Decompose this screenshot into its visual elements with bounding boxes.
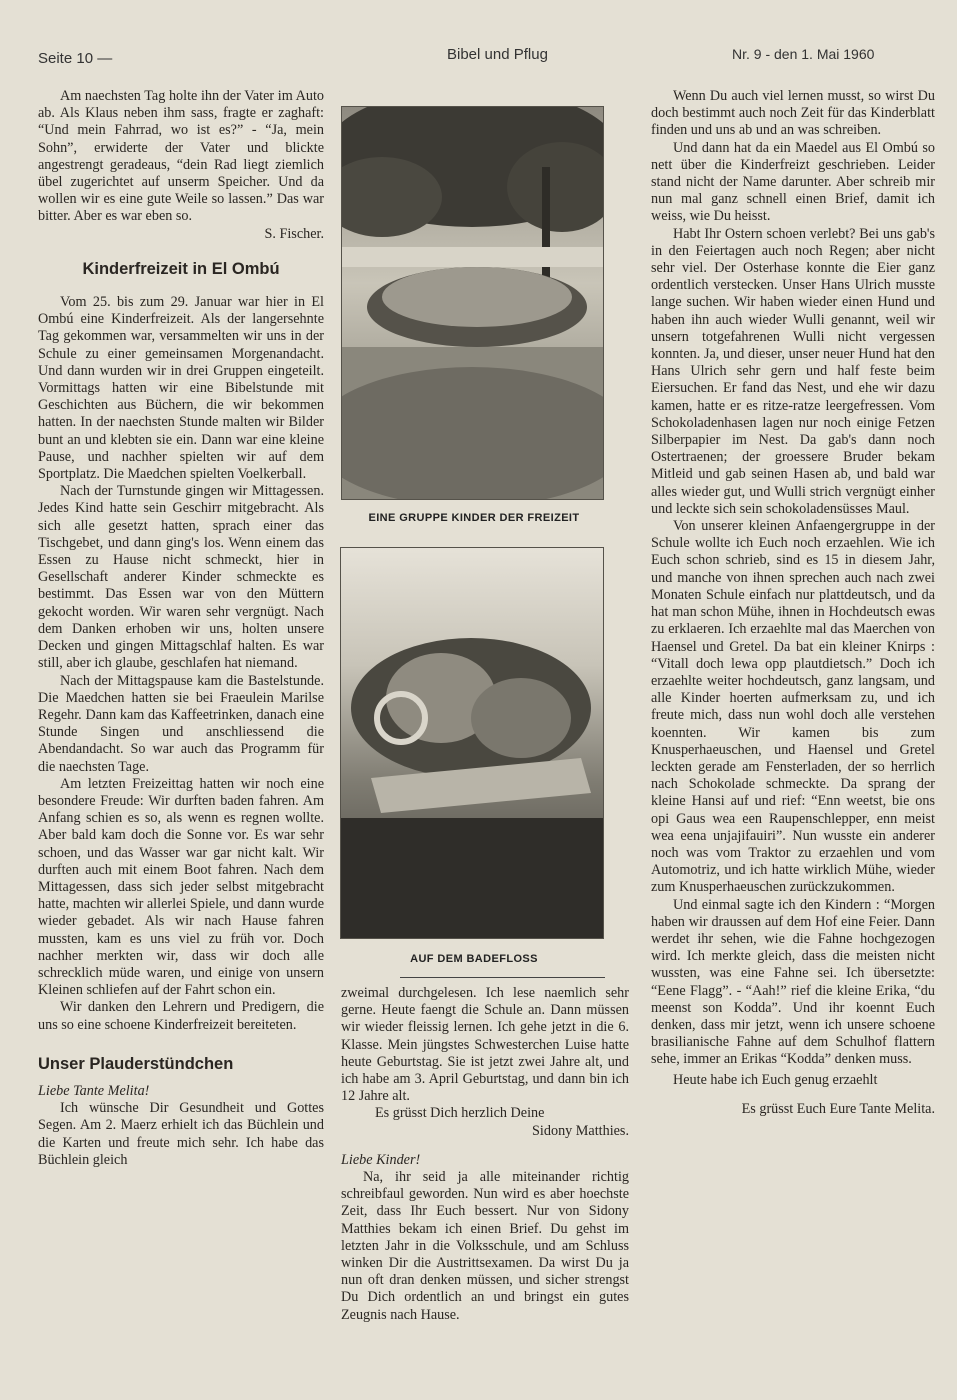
reply-closing: Heute habe ich Euch genug erzaehlt	[673, 1071, 878, 1088]
page-number: Seite 10 —	[38, 50, 113, 67]
heading-kinderfreizeit: Kinderfreizeit in El Ombú	[82, 259, 280, 278]
photo-bathing-raft	[340, 547, 604, 939]
article-paragraph: Vom 25. bis zum 29. Januar war hier in El Ombú eine Kinderfreizeit. Als der langersehnte Tag gekommen war, versammelten wir uns in der Schule zu einer gemeinsamen Morgenandacht. Und dann wurden wir in drei Gruppen eingeteilt. Vormittags hatten wir eine Bibelstunde mit Geschichten aus Büchern, die wir bekommen hatten. In der naechsten Stunde malten wir Bilder bunt an und klebten sie ein. Dann war eine kleine Pause, und nachher spielten wir auf dem Sportplatz. Die Maedchen spielten Voelkerball.	[38, 294, 324, 483]
article-paragraph: Am letzten Freizeittag hatten wir noch eine besondere Freude: Wir durften baden fahren. Am Anfang schien es so, als wenn es regnen wollte. Aber bald kam doch die Sonne vor. Es war sehr schoen, und das Wasser war gar nicht kalt. Wir durften auch mit einem Boot fahren. Nach dem Mittagessen, dass sich jeder selbst mitgebracht hatte, machten wir allerlei Spiele, und dann wurde wieder gebadet. Als wir nach Hause fahren mussten, kam es uns viel zu früh vor. Doch nachher merkten wir, dass wir doch alle schrecklich müde waren, und einige von unsern Kleinen schliefen auf der Fahrt schon ein.	[38, 775, 324, 999]
page-header	[0, 44, 957, 74]
divider-line	[400, 977, 605, 978]
issue-date: Nr. 9 - den 1. Mai 1960	[732, 46, 875, 62]
photo-group-image	[342, 107, 603, 499]
article-paragraph: Nach der Turnstunde gingen wir Mittagessen. Jedes Kind hatte sein Geschirr mitgebracht. Als sich alle gesetzt hatten, sprach einer das Tischgebet, und dann ging's los. Wenn einem das Essen zu Hause nicht schmeckt, hier in Gesellschaft anderer Kinder schmeckte es bestimmt. Das Essen war von den Müttern gekocht worden. Wir waren sehr vergnügt. Nach dem Danken erhoben wir uns, holten unsere Decken und gingen Mittagschlaf halten. Es war still, aber ich glaube, geschlafen hat niemand.	[38, 483, 324, 672]
reply-salutation: Liebe Kinder!	[341, 1151, 421, 1168]
reply-paragraph: Von unserer kleinen Anfaengergruppe in der Schule wollte ich Euch noch erzaehlen. Wie ich Euch schon schrieb, sind es 15 in diesem Jahr, und manche von ihnen sprechen auch nach zwei Monaten Schule einfach nur plattdeutsch, und da hat man schon Mühe, ihnen in Hochdeutsch ewas zu erklaeren. Ich erzaehlte mal das Maerchen von Haensel und Gretel. Da bat ein kleiner Knirps : “Vitall doch lewa opp plautdietsch.” Doch ich erzaehlte weiter hochdeutsch, ganz langsam, und alle Kinder hoerten aufmerksam zu, und ich freute mich, dass nun wohl doch alle verstehen koennten. Wir kamen bis zum Knusperhaeuschen, und Haensel und Gretel leckten gerade am Fensterladen, der so herrlich nach Schokolade schmeckte. Da sprang der kleine Hansi auf und rief: “Enn weetst, bie ons opi Gaus wea een Raupenschlepper, enn meist wea eena unjajifauiri”. Nun wusste ein anderer noch was vom Traktor zu erzaehlen und vom Automotriz, und ich hatte wirklich Mühe, wieder zum Knusperhaeuschen zurückzukommen.	[651, 518, 935, 896]
reply-signature: Es grüsst Euch Eure Tante Melita.	[741, 1100, 935, 1117]
reply-paragraph: Und einmal sagte ich den Kindern : “Morgen haben wir draussen auf dem Hof eine Feier. Dann werdet ihr sehen, wie die Fahne hochgezogen wird. Ich merkte gleich, dass die meisten nicht wussten, was eine Fahne sei. Ich übersetzte: “Eene Flagg”. - “Aah!” rief die kleine Erika, “du meenst son Kodda”. Und ihr koennt Euch denken, dass mir jetzt, wenn ich unsere schoene brasilianische Fahne auf dem Schulhof flattern sehe, immer an Erikas “Kodda” denken muss.	[651, 896, 935, 1068]
letter-continuation: zweimal durchgelesen. Ich lese naemlich sehr gerne. Heute faengt die Schule an. Dann müssen wir wieder fleissig lernen. Ich gehe jetzt in die 6. Klasse. Mein jüngstes Schwesterchen Luise hatte heute Geburtstag. Sie ist jetzt zwei Jahre alt, und ich habe am 3. April Geburtstag, und dann bin ich 12 Jahre alt.	[341, 985, 629, 1105]
letter-salutation: Liebe Tante Melita!	[38, 1082, 150, 1099]
story-ending: Am naechsten Tag holte ihn der Vater im Auto ab. Als Klaus neben ihm sass, fragte er zaghaft: “Und mein Fahrrad, wo ist es?” - “Ja, mein Sohn”, erwiderte der Vater und blickte angestrengt geradeaus, “dein Rad liegt ziemlich übel zugerichtet auf unserm Speicher. Und da wollen wir es eine gute Weile so lassen.” Das war bitter. Aber es war eben so.	[38, 88, 324, 225]
article-paragraph: Wir danken den Lehrern und Predigern, die uns so eine schoene Kinderfreizeit bereiteten.	[38, 999, 324, 1033]
column-left	[38, 88, 324, 1169]
photo-caption-raft: AUF DEM BADEFLOSS	[410, 953, 538, 965]
article-paragraph: Nach der Mittagspause kam die Bastelstunde. Die Maedchen hatten sie bei Fraeulein Marilse Regehr. Dann kam das Kaffeetrinken, danach eine Stunde Singen und anschliessend die Abendandacht. So war auch das Programm für die naechsten Tage.	[38, 672, 324, 775]
story-author: S. Fischer.	[264, 225, 324, 242]
photo-caption-group: EINE GRUPPE KINDER DER FREIZEIT	[368, 512, 580, 524]
letter-paragraph: Ich wünsche Dir Gesundheit und Gottes Segen. Am 2. Maerz erhielt ich das Büchlein und die Karten und freute mich sehr. Ich habe das Büchlein gleich	[38, 1100, 324, 1168]
column-middle	[341, 985, 629, 1324]
reply-paragraph: Wenn Du auch viel lernen musst, so wirst Du doch bestimmt auch noch Zeit für das Kinderblatt finden und uns ab und an was schreiben.	[651, 88, 935, 139]
heading-plauderstuendchen: Unser Plauderstündchen	[38, 1054, 234, 1073]
column-right	[651, 88, 935, 1118]
reply-paragraph: Habt Ihr Ostern schoen verlebt? Bei uns gab's in den Feiertagen auch noch Regen; aber nicht sehr viel. Der Osterhase konnte die Eier ganz ordentlich verstecken. Unser Hans Ulrich musste lange suchen. Wir haben wieder einen Hund und haben ihn auch wieder Wulli genannt, weil wir unsern totgefahrenen Wulli nicht vergessen konnten. Ja, und dieser, unser neuer Hund hat den Hans Ulrich sehr gern und half feste beim Eiersuchen. Er fand das Nest, und ehe wir dazu kamen, hatte er es ritze-ratze leergefressen. Vom Schokoladenhasen lagen nur noch einige Fetzen Silberpapier im Nest. Da gab's dann noch Ostertraenen; der groessere Bruder bekam Mitleid und gab seinen Hasen ab, und bald war alles wieder gut, und Wulli strich vergnügt einher und leckte sich sein schokoladensüsses Maul.	[651, 225, 935, 517]
photo-raft-image	[341, 548, 603, 938]
letter-signature: Sidony Matthies.	[532, 1122, 629, 1139]
reply-paragraph: Na, ihr seid ja alle miteinander richtig schreibfaul geworden. Nun wird es aber hoechste Zeit, dass Ihr Euch bessert. Nur von Sidony Matthies bekam ich einen Brief. Du gehst im letzten Jahr in die Volksschule, und am Schluss winken Dir die Austrittsexamen. Da wirst Du ja nun oft dran denken müssen, und sicher strengst Du Dich ordentlich an und bringst ein gutes Zeugnis nach Hause.	[341, 1169, 629, 1323]
photo-children-group	[341, 106, 604, 500]
publication-title: Bibel und Pflug	[447, 46, 548, 63]
reply-paragraph: Und dann hat da ein Maedel aus El Ombú so nett über die Kinderfreizt geschrieben. Leider stand nicht der Name darunter. Aber schreib mir nun mal ganz schnell einen Brief, damit ich weiss, wie Du heisst.	[651, 139, 935, 225]
letter-greeting: Es grüsst Dich herzlich Deine	[375, 1105, 545, 1122]
